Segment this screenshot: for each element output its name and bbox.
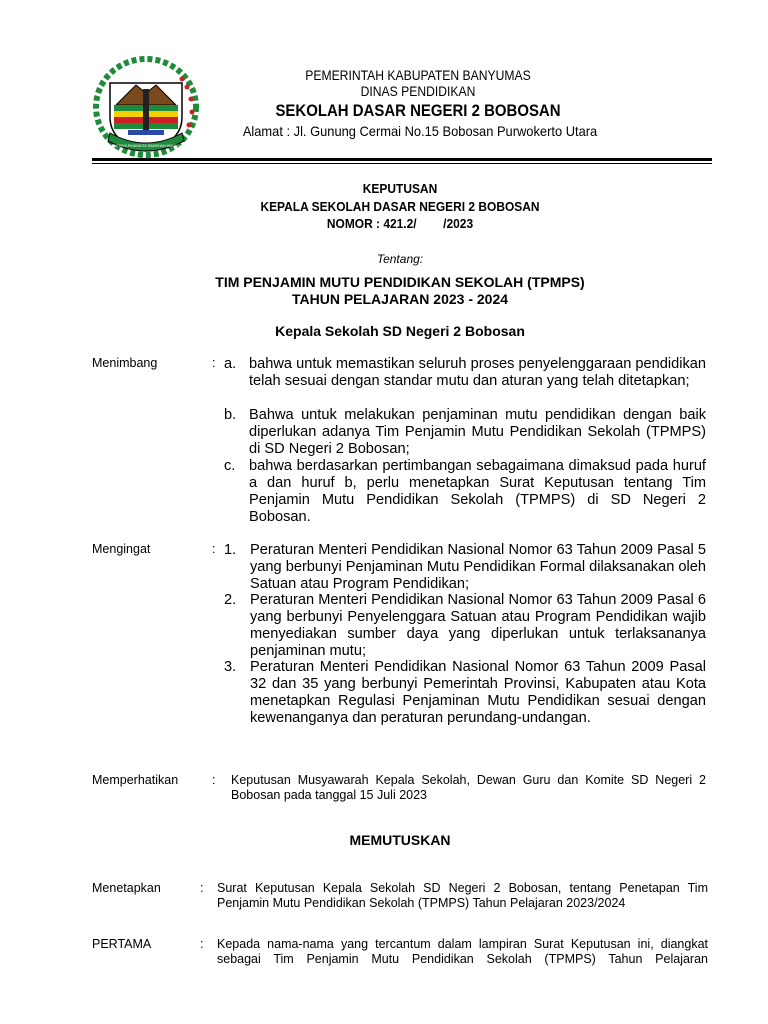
memperhatikan-colon: : (212, 773, 216, 787)
letterhead-department: DINAS PENDIDIKAN (360, 84, 476, 99)
decree-number: NOMOR : 421.2/ /2023 (326, 216, 474, 231)
list-item-text: Peraturan Menteri Pendidikan Nasional Nomor 63 Tahun 2009 Pasal 6 yang berbunyi Penyelenggara Satuan atau Program Pendidikan wajib menyediakan sumber daya yang diperlukan untuk terlaksananya penjaminan mutu; (250, 592, 706, 659)
menimbang-label: Menimbang (92, 356, 158, 370)
pertama-colon: : (200, 937, 204, 951)
menimbang-colon: : (212, 356, 216, 370)
decree-title: KEPUTUSAN (362, 181, 438, 196)
list-marker: b. (224, 407, 237, 423)
letterhead-address: Alamat : Jl. Gunung Cermai No.15 Bobosan Purwokerto Utara (242, 123, 598, 139)
decree-topic-line2: TAHUN PELAJARAN 2023 - 2024 (291, 291, 509, 307)
list-item-text: bahwa berdasarkan pertimbangan sebagaimana dimaksud pada huruf a dan huruf b, perlu menetapkan Surat Keputusan tentang Tim Penjamin Mutu Pendidikan Sekolah (TPMPS) di SD Negeri 2 Bobosan. (249, 458, 706, 525)
list-marker: 2. (224, 592, 237, 608)
memutuskan-heading: MEMUTUSKAN (349, 832, 451, 848)
menetapkan-label: Menetapkan (92, 881, 161, 895)
pertama-label: PERTAMA (92, 937, 152, 951)
mengingat-item-1 (224, 542, 706, 593)
mengingat-label: Mengingat (92, 542, 151, 556)
list-item-text: Bahwa untuk melakukan penjaminan mutu pendidikan dengan baik diperlukan adanya Tim Penjamin Mutu Pendidikan Sekolah (TPMPS) di SD Negeri 2 Bobosan; (249, 407, 706, 457)
letterhead-school-name: SEKOLAH DASAR NEGERI 2 BOBOSAN (275, 101, 561, 120)
decree-topic-line1: TIM PENJAMIN MUTU PENDIDIKAN SEKOLAH (TPMPS) (215, 274, 585, 290)
letterhead-divider-thin (92, 163, 712, 164)
menimbang-item-a (224, 356, 706, 390)
tentang-label: Tentang: (376, 252, 424, 266)
mengingat-item-3 (224, 659, 706, 727)
menimbang-item-b (224, 407, 706, 458)
memperhatikan-label: Memperhatikan (92, 773, 179, 787)
list-marker: c. (224, 458, 236, 474)
letterhead-divider-thick (92, 158, 712, 161)
decree-subtitle: KEPALA SEKOLAH DASAR NEGERI 2 BOBOSAN (260, 199, 540, 214)
school-logo (92, 55, 200, 163)
menetapkan-text: Surat Keputusan Kepala Sekolah SD Negeri 2 Bobosan, tentang Penetapan Tim Penjamin Mutu Pendidikan Sekolah (TPMPS) Tahun Pelajaran 2023/2024 (217, 881, 708, 910)
menetapkan-colon: : (200, 881, 204, 895)
list-item-text: Peraturan Menteri Pendidikan Nasional Nomor 63 Tahun 2009 Pasal 5 yang berbunyi Penjaminan Mutu Pendidikan Formal dilaksanakan oleh Satuan atau Program Pendidikan; (250, 542, 706, 592)
decree-issuer: Kepala Sekolah SD Negeri 2 Bobosan (275, 323, 525, 339)
memperhatikan-text: Keputusan Musyawarah Kepala Sekolah, Dewan Guru dan Komite SD Negeri 2 Bobosan pada tanggal 15 Juli 2023 (231, 773, 706, 802)
list-item-text: bahwa untuk memastikan seluruh proses penyelenggaraan pendidikan telah sesuai dengan standar mutu dan aturan yang telah ditetapkan; (249, 356, 706, 389)
logo-motto: SATRIYA PINANDITA SINISIHAN WAHYU (112, 144, 180, 148)
mengingat-colon: : (212, 542, 216, 556)
mengingat-item-2 (224, 592, 706, 660)
menimbang-item-c (224, 458, 706, 526)
pertama-text: Kepada nama-nama yang tercantum dalam lampiran Surat Keputusan ini, diangkat sebagai Tim Penjamin Mutu Pendidikan Sekolah (TPMPS) Tahun Pelajaran (217, 937, 708, 966)
letterhead-government: PEMERINTAH KABUPATEN BANYUMAS (305, 68, 531, 83)
list-item-text: Peraturan Menteri Pendidikan Nasional Nomor 63 Tahun 2009 Pasal 32 dan 35 yang berbunyi Pemerintah Provinsi, Kabupaten atau Kota menetapkan Regulasi Penjaminan Mutu Pendidikan sesuai dengan kewenanganya dan peraturan perundang-undangan. (250, 659, 706, 726)
list-marker: 1. (224, 542, 237, 558)
list-marker: 3. (224, 659, 237, 675)
list-marker: a. (224, 356, 237, 372)
